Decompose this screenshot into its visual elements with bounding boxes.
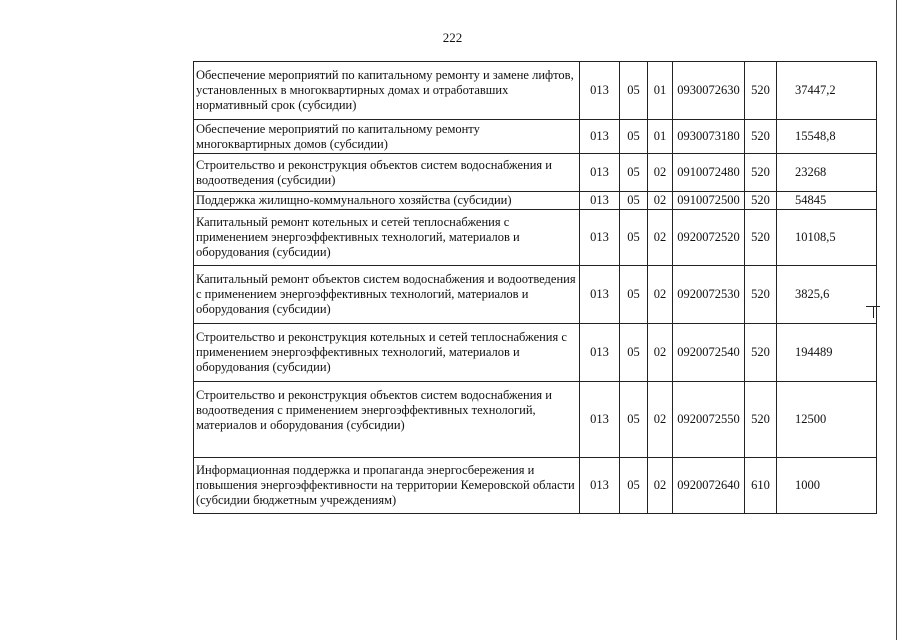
row-section-code: 05 (620, 210, 648, 266)
row-name: Строительство и реконструкция объектов систем водоснабжения и водоотведения с применением энергоэффективных технологий, материалов и оборудования (субсидии) (194, 382, 580, 458)
row-name: Капитальный ремонт котельных и сетей теплоснабжения с применением энергоэффективных технологий, материалов и оборудования (субсидии) (194, 210, 580, 266)
row-subsection-code: 02 (648, 458, 673, 514)
row-expense-type: 520 (745, 62, 777, 120)
page-number: 222 (442, 30, 463, 45)
row-target-code: 0920072550 (673, 382, 745, 458)
row-name: Строительство и реконструкция объектов систем водоснабжения и водоотведения (субсидии) (194, 154, 580, 192)
row-expense-type: 520 (745, 154, 777, 192)
table-row (194, 382, 877, 458)
row-target-code: 0930072630 (673, 62, 745, 120)
row-subsection-code: 01 (648, 62, 673, 120)
table-row (194, 120, 877, 154)
row-expense-type: 520 (745, 192, 777, 210)
row-ministry-code: 013 (580, 192, 620, 210)
table-row (194, 210, 877, 266)
table-row (194, 266, 877, 324)
table-row (194, 192, 877, 210)
row-expense-type: 520 (745, 324, 777, 382)
table-row (194, 324, 877, 382)
row-section-code: 05 (620, 154, 648, 192)
row-name: Информационная поддержка и пропаганда энергосбережения и повышения энергоэффективности на территории Кемеровской области (субсидии бюджетным учреждениям) (194, 458, 580, 514)
row-expense-type: 520 (745, 382, 777, 458)
row-target-code: 0920072640 (673, 458, 745, 514)
row-section-code: 05 (620, 382, 648, 458)
table-row (194, 154, 877, 192)
row-expense-type: 520 (745, 266, 777, 324)
page-edge-line (896, 0, 897, 640)
row-amount: 3825,6 (777, 266, 877, 324)
row-amount: 1000 (777, 458, 877, 514)
budget-table (193, 61, 877, 514)
row-ministry-code: 013 (580, 210, 620, 266)
row-name: Строительство и реконструкция котельных и сетей теплоснабжения с применением энергоэффективных технологий, материалов и оборудования (субсидии) (194, 324, 580, 382)
row-amount: 10108,5 (777, 210, 877, 266)
row-target-code: 0910072480 (673, 154, 745, 192)
row-target-code: 0910072500 (673, 192, 745, 210)
row-subsection-code: 02 (648, 210, 673, 266)
row-subsection-code: 02 (648, 154, 673, 192)
row-subsection-code: 01 (648, 120, 673, 154)
row-name: Обеспечение мероприятий по капитальному ремонту многоквартирных домов (субсидии) (194, 120, 580, 154)
row-ministry-code: 013 (580, 266, 620, 324)
row-ministry-code: 013 (580, 62, 620, 120)
row-section-code: 05 (620, 324, 648, 382)
row-ministry-code: 013 (580, 154, 620, 192)
row-amount: 15548,8 (777, 120, 877, 154)
row-target-code: 0920072530 (673, 266, 745, 324)
row-section-code: 05 (620, 458, 648, 514)
row-ministry-code: 013 (580, 120, 620, 154)
row-expense-type: 520 (745, 120, 777, 154)
row-target-code: 0920072520 (673, 210, 745, 266)
row-subsection-code: 02 (648, 382, 673, 458)
row-amount: 194489 (777, 324, 877, 382)
row-subsection-code: 02 (648, 266, 673, 324)
row-subsection-code: 02 (648, 324, 673, 382)
row-subsection-code: 02 (648, 192, 673, 210)
row-name: Капитальный ремонт объектов систем водоснабжения и водоотведения с применением энергоэффективных технологий, материалов и оборудования (субсидии) (194, 266, 580, 324)
row-ministry-code: 013 (580, 382, 620, 458)
row-expense-type: 610 (745, 458, 777, 514)
row-name: Поддержка жилищно-коммунального хозяйства (субсидии) (194, 192, 580, 210)
row-section-code: 05 (620, 120, 648, 154)
row-ministry-code: 013 (580, 458, 620, 514)
margin-mark (866, 306, 880, 307)
row-target-code: 0920072540 (673, 324, 745, 382)
row-section-code: 05 (620, 266, 648, 324)
row-amount: 12500 (777, 382, 877, 458)
row-section-code: 05 (620, 192, 648, 210)
row-expense-type: 520 (745, 210, 777, 266)
table-row (194, 62, 877, 120)
row-amount: 37447,2 (777, 62, 877, 120)
row-amount: 54845 (777, 192, 877, 210)
table-row (194, 458, 877, 514)
row-target-code: 0930073180 (673, 120, 745, 154)
row-amount: 23268 (777, 154, 877, 192)
row-name: Обеспечение мероприятий по капитальному ремонту и замене лифтов, установленных в многоквартирных домах и отработавших нормативный срок (субсидии) (194, 62, 580, 120)
row-ministry-code: 013 (580, 324, 620, 382)
row-section-code: 05 (620, 62, 648, 120)
